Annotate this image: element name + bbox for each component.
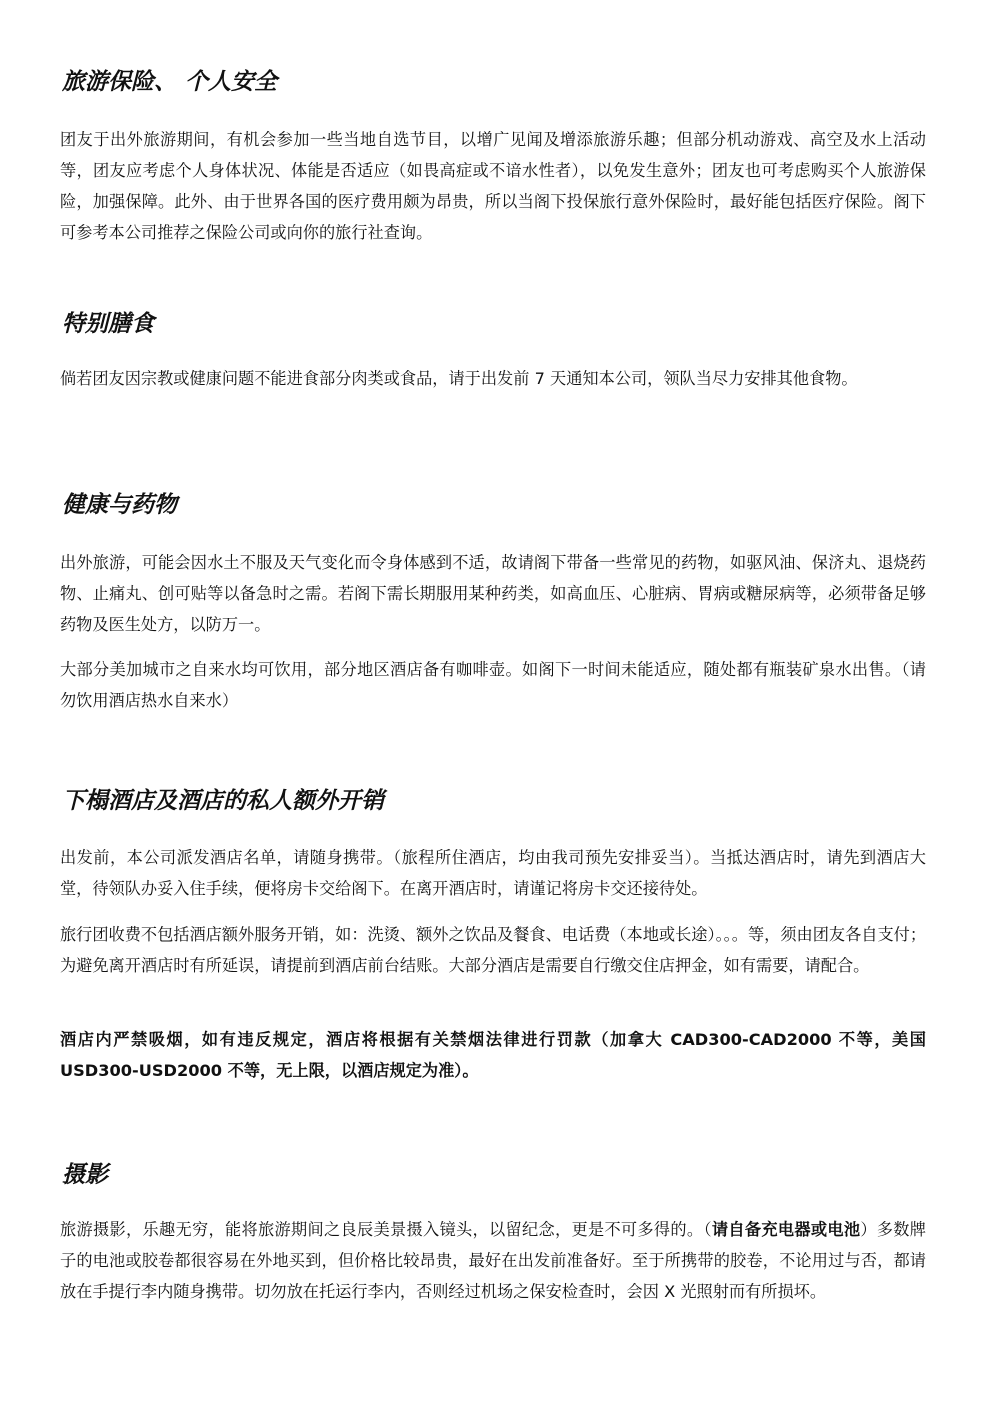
heading-photography: 摄影 (62, 1162, 108, 1188)
heading-health-medicine: 健康与药物 (62, 492, 177, 518)
photography-bold-note: 请自备充电器或电池 (711, 1220, 861, 1239)
paragraph-travel-insurance: 团友于出外旅游期间，有机会参加一些当地自选节目，以增广见闻及增添旅游乐趣；但部分机动游戏、高空及水上活动等，团友应考虑个人身体状况、体能是否适应（如畏高症或不谙水性者），以免发生意外；团友也可考虑购买个人旅游保险，加强保障。此外、由于世界各国的医疗费用颇为昂贵，所以当阁下投保旅行意外保险时，最好能包括医疗保险。阁下可参考本公司推荐之保险公司或向你的旅行社查询。 (60, 130, 926, 242)
heading-special-meals: 特别膳食 (62, 311, 154, 337)
paragraph-hotel-expenses-2: 旅行团收费不包括酒店额外服务开销，如：洗烫、额外之饮品及餐食、电话费（本地或长途）。。。等，须由团友各自支付；为避免离开酒店时有所延误，请提前到酒店前台结账。大部分酒店是需要自行缴交住店押金，如有需要，请配合。 (60, 925, 927, 975)
paragraph-hotel-smoking-rule: 酒店内严禁吸烟，如有违反规定，酒店将根据有关禁烟法律进行罚款（加拿大 CAD300-CAD2000 不等，美国 USD300-USD2000 不等，无上限，以酒店规定为准）。 (60, 1030, 926, 1080)
photography-text-part-2: ）多数牌子的电池或胶卷都很容易在外地买到，但价格比较昂贵，最好在出发前准备好。至于所携带的胶卷，不论用过与否，都请放在手提行李内随身携带。切勿放在托运行李内，否则经过机场之保安检查时，会因 X 光照射而有所损坏。 (60, 1220, 926, 1301)
paragraph-health-medicine-2: 大部分美加城市之自来水均可饮用，部分地区酒店备有咖啡壶。如阁下一时间未能适应，随处都有瓶装矿泉水出售。（请勿饮用酒店热水自来水） (60, 660, 926, 710)
paragraph-hotel-expenses-1: 出发前，本公司派发酒店名单，请随身携带。（旅程所住酒店，均由我司预先安排妥当）。当抵达酒店时，请先到酒店大堂，待领队办妥入住手续，便将房卡交给阁下。在离开酒店时，请谨记将房卡交还接待处。 (60, 848, 926, 898)
paragraph-special-meals: 倘若团友因宗教或健康问题不能进食部分肉类或食品，请于出发前 7 天通知本公司，领队当尽力安排其他食物。 (60, 369, 858, 388)
paragraph-health-medicine-1: 出外旅游，可能会因水土不服及天气变化而令身体感到不适，故请阁下带备一些常见的药物，如驱风油、保济丸、退烧药物、止痛丸、创可贴等以备急时之需。若阁下需长期服用某种药类，如高血压、心脏病、胃病或糖尿病等，必须带备足够药物及医生处方，以防万一。 (60, 553, 926, 634)
heading-hotel-expenses: 下榻酒店及酒店的私人额外开销 (62, 788, 384, 814)
paragraph-photography (60, 1214, 926, 1307)
heading-travel-insurance: 旅游保险、 个人安全 (62, 69, 278, 95)
photography-text-part-1: 旅游摄影，乐趣无穷，能将旅游期间之良辰美景摄入镜头，以留纪念，更是不可多得的。（ (60, 1220, 712, 1239)
